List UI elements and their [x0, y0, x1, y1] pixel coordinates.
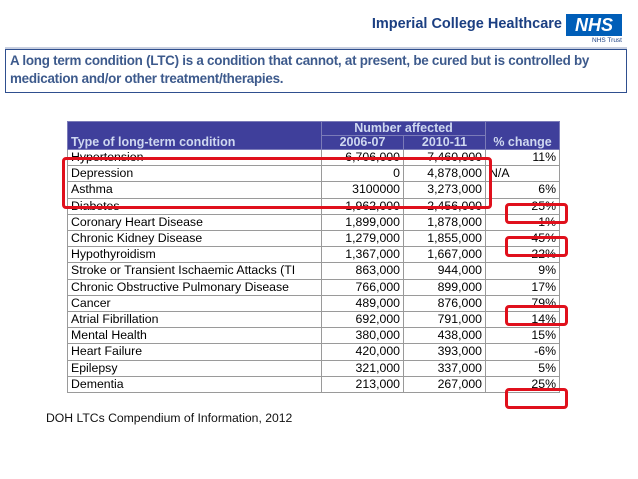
value-2006-cell: 1,367,000	[322, 247, 404, 263]
condition-cell: Epilepsy	[68, 360, 322, 376]
table-row	[68, 328, 560, 344]
header-2006: 2006-07	[322, 136, 404, 150]
highlight-diabetes-change	[505, 203, 568, 224]
value-2006-cell: 692,000	[322, 312, 404, 328]
value-2006-cell: 1,899,000	[322, 214, 404, 230]
condition-cell: Asthma	[68, 182, 322, 198]
condition-cell: Diabetes	[68, 198, 322, 214]
brand-header	[371, 14, 632, 46]
change-cell: 22%	[486, 247, 560, 263]
value-2006-cell: 489,000	[322, 295, 404, 311]
change-cell: 6%	[486, 182, 560, 198]
header-change: % change	[486, 122, 560, 150]
table-row	[68, 247, 560, 263]
value-2010-cell: 791,000	[404, 312, 486, 328]
header-2010: 2010-11	[404, 136, 486, 150]
condition-cell: Depression	[68, 166, 322, 182]
condition-cell: Mental Health	[68, 328, 322, 344]
value-2006-cell: 321,000	[322, 360, 404, 376]
change-cell: N/A	[486, 166, 560, 182]
nhs-logo: NHS	[566, 14, 622, 36]
condition-cell: Chronic Obstructive Pulmonary Disease	[68, 279, 322, 295]
value-2006-cell: 0	[322, 166, 404, 182]
value-2006-cell: 766,000	[322, 279, 404, 295]
header-number-affected: Number affected	[322, 122, 486, 136]
value-2010-cell: 7,460,000	[404, 150, 486, 166]
condition-cell: Stroke or Transient Ischaemic Attacks (TI	[68, 263, 322, 279]
value-2006-cell: 420,000	[322, 344, 404, 360]
change-cell: 17%	[486, 279, 560, 295]
value-2010-cell: 1,855,000	[404, 231, 486, 247]
condition-cell: Heart Failure	[68, 344, 322, 360]
value-2006-cell: 1,279,000	[322, 231, 404, 247]
value-2006-cell: 863,000	[322, 263, 404, 279]
header-condition: Type of long-term condition	[68, 122, 322, 150]
highlight-top-conditions	[62, 157, 492, 209]
condition-cell: Hypothyroidism	[68, 247, 322, 263]
highlight-cancer-change	[505, 305, 568, 326]
value-2006-cell: 380,000	[322, 328, 404, 344]
org-name: Imperial College Healthcare	[371, 16, 562, 32]
change-cell: 5%	[486, 360, 560, 376]
value-2006-cell: 213,000	[322, 376, 404, 392]
condition-cell: Chronic Kidney Disease	[68, 231, 322, 247]
change-cell: 25%	[486, 198, 560, 214]
value-2010-cell: 393,000	[404, 344, 486, 360]
table-row	[68, 360, 560, 376]
change-cell: -6%	[486, 344, 560, 360]
condition-cell: Dementia	[68, 376, 322, 392]
condition-cell: Coronary Heart Disease	[68, 214, 322, 230]
change-cell: 15%	[486, 328, 560, 344]
highlight-dementia-change	[505, 388, 568, 409]
value-2010-cell: 1,667,000	[404, 247, 486, 263]
value-2010-cell: 899,000	[404, 279, 486, 295]
condition-cell: Hypertension	[68, 150, 322, 166]
value-2010-cell: 944,000	[404, 263, 486, 279]
table-row	[68, 344, 560, 360]
table-row	[68, 279, 560, 295]
change-cell: -1%	[486, 214, 560, 230]
value-2010-cell: 337,000	[404, 360, 486, 376]
table-row	[68, 376, 560, 392]
citation: DOH LTCs Compendium of Information, 2012	[46, 411, 293, 425]
table-row	[68, 295, 560, 311]
value-2006-cell: 6,706,000	[322, 150, 404, 166]
value-2010-cell: 267,000	[404, 376, 486, 392]
value-2006-cell: 3100000	[322, 182, 404, 198]
change-cell: 25%	[486, 376, 560, 392]
value-2010-cell: 2,456,000	[404, 198, 486, 214]
definition-banner	[5, 49, 627, 93]
value-2010-cell: 3,273,000	[404, 182, 486, 198]
condition-cell: Cancer	[68, 295, 322, 311]
table-row	[68, 263, 560, 279]
highlight-ckd-change	[505, 236, 568, 257]
value-2010-cell: 876,000	[404, 295, 486, 311]
change-cell: 11%	[486, 150, 560, 166]
definition-text: A long term condition (LTC) is a condition that cannot, at present, be cured but is controlled by medication and/or other treatment/therapies.	[10, 53, 590, 86]
nhs-trust-label: NHS Trust	[592, 37, 622, 44]
change-cell: 14%	[486, 312, 560, 328]
change-cell: 9%	[486, 263, 560, 279]
value-2010-cell: 4,878,000	[404, 166, 486, 182]
value-2006-cell: 1,962,000	[322, 198, 404, 214]
table-row	[68, 312, 560, 328]
table-row	[68, 214, 560, 230]
value-2010-cell: 438,000	[404, 328, 486, 344]
condition-cell: Atrial Fibrillation	[68, 312, 322, 328]
table-row	[68, 231, 560, 247]
value-2010-cell: 1,878,000	[404, 214, 486, 230]
change-cell: 45%	[486, 231, 560, 247]
change-cell: 79%	[486, 295, 560, 311]
